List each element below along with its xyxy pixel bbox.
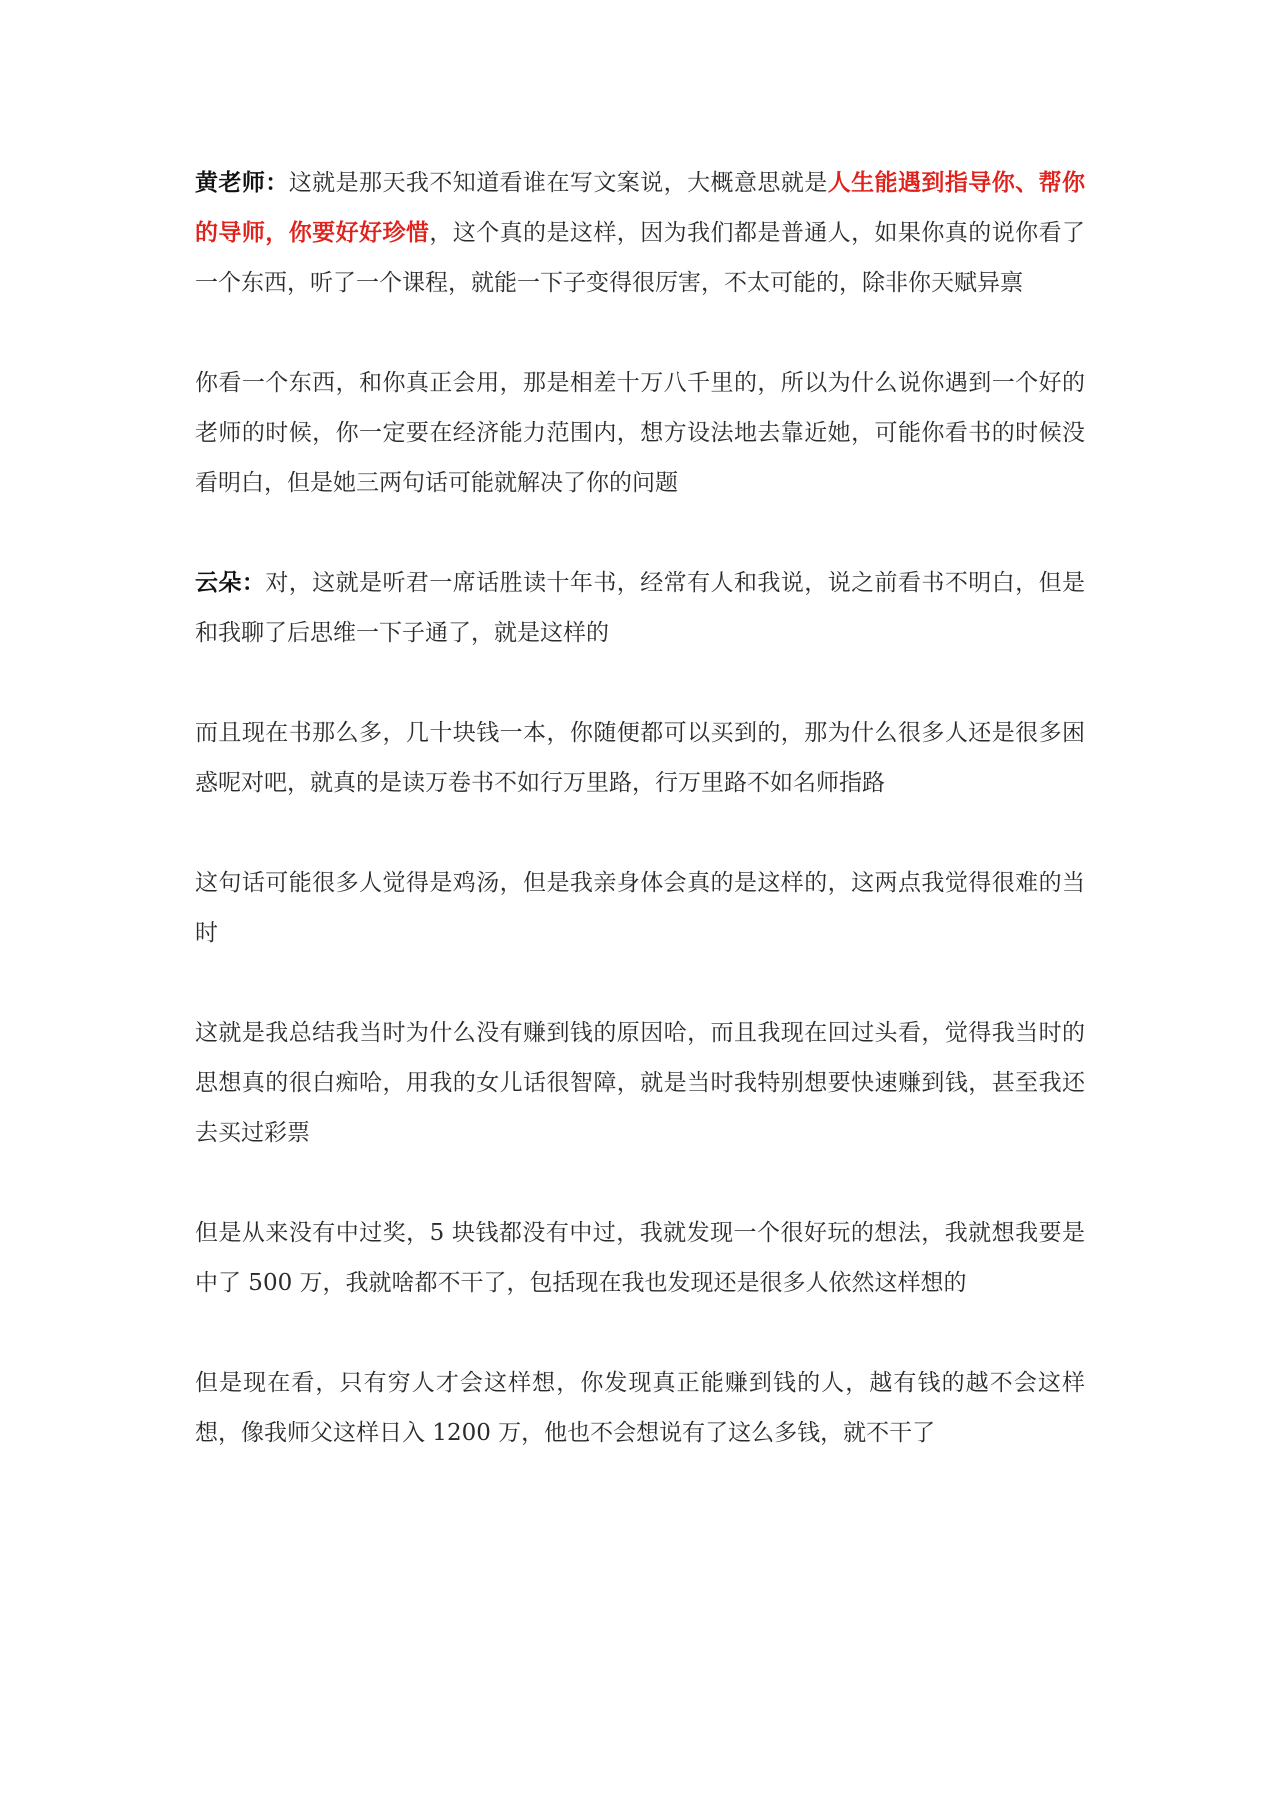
highlighted-text: 人生能遇到指导你、帮你的导师，你要好好珍惜 [195, 169, 1086, 246]
speaker-label: 云朵： [195, 569, 266, 596]
paragraph-8 [195, 1358, 1085, 1458]
paragraph-text: 但是从来没有中过奖，5 块钱都没有中过，我就发现一个很好玩的想法，我就想我要是中了 500 万，我就啥都不干了，包括现在我也发现还是很多人依然这样想的 [195, 1220, 1085, 1296]
paragraph-2 [195, 358, 1085, 508]
paragraph-text: ，这个真的是这样，因为我们都是普通人，如果你真的说你看了一个东西，听了一个课程，就能一下子变得很厉害，不太可能的，除非你天赋异禀 [195, 220, 1086, 296]
paragraph-text: 而且现在书那么多，几十块钱一本，你随便都可以买到的，那为什么很多人还是很多困惑呢对吧，就真的是读万卷书不如行万里路，行万里路不如名师指路 [195, 720, 1085, 796]
speaker-label: 黄老师： [195, 169, 289, 196]
paragraph-4 [195, 708, 1085, 808]
paragraph-1 [195, 158, 1085, 308]
paragraph-text: 但是现在看，只有穷人才会这样想，你发现真正能赚到钱的人，越有钱的越不会这样想，像我师父这样日入 1200 万，他也不会想说有了这么多钱，就不干了 [195, 1370, 1085, 1446]
paragraph-7 [195, 1208, 1085, 1308]
paragraph-text: 对，这就是听君一席话胜读十年书，经常有人和我说，说之前看书不明白，但是和我聊了后思维一下子通了，就是这样的 [195, 570, 1086, 646]
paragraph-3 [195, 558, 1085, 658]
paragraph-text: 这就是我总结我当时为什么没有赚到钱的原因哈，而且我现在回过头看，觉得我当时的思想真的很白痴哈，用我的女儿话很智障，就是当时我特别想要快速赚到钱，甚至我还去买过彩票 [195, 1020, 1085, 1146]
paragraph-text: 这就是那天我不知道看谁在写文案说，大概意思就是 [288, 170, 828, 196]
document-body [195, 158, 1085, 1508]
paragraph-6 [195, 1008, 1085, 1158]
paragraph-text: 你看一个东西，和你真正会用，那是相差十万八千里的，所以为什么说你遇到一个好的老师的时候，你一定要在经济能力范围内，想方设法地去靠近她，可能你看书的时候没看明白，但是她三两句话可能就解决了你的问题 [195, 370, 1085, 496]
paragraph-5 [195, 858, 1085, 958]
paragraph-text: 这句话可能很多人觉得是鸡汤，但是我亲身体会真的是这样的，这两点我觉得很难的当时 [195, 870, 1085, 946]
